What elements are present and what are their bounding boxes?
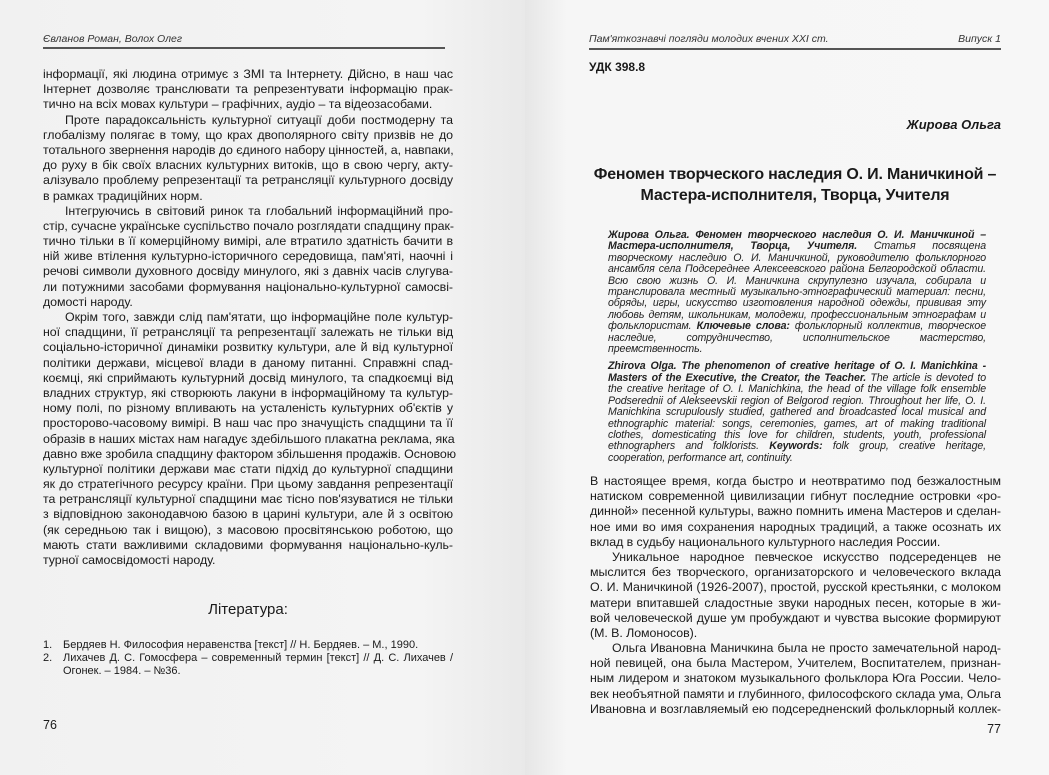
abstract-ru-text: Статья посвящена творческому наследию О. И. Маничкиной, руководителю фольклорного ансамбля села Подсереднее Алексеевского района Белгородской области. Всю свою жизнь О. И. Маничкина скрупулезно изучала, собирала и транслировала местный музыкально-этнографический материал: песни, обряды, игры, искусство изготовления народной одежды, прививая эту любовь детям, школьникам, молодежи, профессиональным этнографам и фольклористам. xyxy=(608,240,986,333)
text-line: образів в наших містах нам нагадує здебільшого плакатна реклама, яка xyxy=(43,431,455,446)
reference-list xyxy=(43,639,453,679)
text-line: Уникальное народное певческое искусство подсереденцев не xyxy=(612,549,1001,564)
literature-heading: Література: xyxy=(208,601,288,618)
running-head-journal: Пам'яткознавчі погляди молодих вчених XXI ст. xyxy=(589,33,829,45)
reference-text: Огонек. – 1984. – №36. xyxy=(63,665,181,678)
text-line: динной» песенной культуры, важно помнить имена Мастеров и сделан- xyxy=(590,504,1001,519)
body-text xyxy=(43,67,457,568)
reference-number: 2. xyxy=(43,652,53,665)
text-line: мыслится без творческого, организаторского и человеческого вклада xyxy=(590,565,1001,580)
text-line: ное ими во имя сохранения народных традиций, а также осознать их xyxy=(590,519,1001,534)
text-line: век необъятной памяти и глубинного, философского склада ума, Ольга xyxy=(590,686,1001,701)
reference-item xyxy=(43,652,453,678)
text-line: давно вже зробила спадщину фактором збільшення продажів. Основою xyxy=(43,446,457,461)
text-line: тично на всіх мовах культури – графічних, аудіо – та відеозасобами. xyxy=(43,97,433,112)
text-line: матери впитавшей сладостные звуки народных песен, которые в жи- xyxy=(590,595,1001,610)
text-line: політики держави, місцевої влади в даному питанні. Справжні спад- xyxy=(43,355,453,370)
reference-text: Лихачев Д. С. Гомосфера – современный термин [текст] // Д. С. Лихачев / xyxy=(63,652,453,665)
reference-item xyxy=(43,639,453,652)
header-rule xyxy=(43,47,445,49)
text-line: речові символи духовного досвіду минулого, які з давніх часів слугува- xyxy=(43,264,453,279)
keywords-en: folk group, creative heritage, cooperation, performance art, continuity. xyxy=(608,440,986,464)
header-rule xyxy=(589,48,1001,50)
text-line: вклад в судьбу национального культурного наследия России. xyxy=(590,534,941,549)
text-line: Інтегруючись в світовий ринок та глобальний інформаційний про- xyxy=(65,203,453,218)
text-line: та ретрансляції культурної спадщини має тісно пов'язуватися не тільки xyxy=(43,492,453,507)
text-line: домості народу. xyxy=(43,294,133,309)
abstract-ru-lead: Жирова Ольга. Феномен творческого наследия О. И. Маничкиной – Мастера-исполнителя, Творца, Учителя. xyxy=(608,229,986,253)
text-line: алізувало проблему репрезентації та ретрансляції культурного досвіду xyxy=(43,173,453,188)
text-line: Інтернет дозволяє транслювати та репрезентувати інформацію прак- xyxy=(43,82,453,97)
keywords-label-ru: Ключевые слова: xyxy=(696,320,790,333)
text-line: ной певицей, она была Мастером, Учителем, Воспитателем, признан- xyxy=(590,656,1001,671)
udk-code: УДК 398.8 xyxy=(589,60,646,74)
author-name: Жирова Ольга xyxy=(906,117,1001,132)
body-text xyxy=(590,474,1001,717)
reference-text: Бердяев Н. Философия неравенства [текст] // Н. Бердяев. – М., 1990. xyxy=(63,639,419,651)
text-line: В настоящее время, когда быстро и неотвратимо под безжалостным xyxy=(590,474,1001,488)
text-line: ної спадщини, її ретрансляції та репрезентації залежать не тільки від xyxy=(43,325,453,340)
title-line: Мастера-исполнителя, Творца, Учителя xyxy=(640,187,950,204)
text-line: (М. В. Ломоносов). xyxy=(590,625,698,640)
title-line: Феномен творческого наследия О. И. Маничкиной – xyxy=(593,166,997,183)
text-line: мають стати важливими складовими формування національно-куль- xyxy=(43,537,453,552)
text-line: Ольга Ивановна Маничкина была не просто замечательной народ- xyxy=(612,641,1001,656)
text-line: ній живе втілення культурно-історичного середовища, пам'яті, наочні і xyxy=(43,249,453,264)
page-number: 76 xyxy=(43,718,57,732)
abstract-en-lead: Zhirova Olga. The phenomenon of creative heritage of O. I. Manichkina - Masters of the Executive, the Creator, the Teacher. xyxy=(608,360,986,384)
text-line: (як середньою так і вищою), з масовою просвітянською роботою, що xyxy=(43,522,453,537)
text-line: Проте парадоксальність культурної ситуації доби постмодерну та xyxy=(65,112,453,127)
text-line: тотального звернення народів до єдиного набору цінностей, а, навпаки, xyxy=(43,142,454,157)
text-line: як до стратегічного ресурсу країни. При цьому завдання репрезентації xyxy=(43,477,453,492)
running-head: Євланов Роман, Волох Олег xyxy=(43,33,183,45)
text-line: соціально-історичної динаміки розвитку культури, але й від культурної xyxy=(43,340,453,355)
text-line: просторово-часовому вимірі. В наш час про значущість спадщини та її xyxy=(43,416,453,431)
text-line: вой человеческой душе ум пробуждают и чувства высокие формируют xyxy=(590,610,1001,625)
text-line: владних структур, які створюють лакуни в інформаційному та культур- xyxy=(43,385,453,400)
text-line: ному полі, по різному впливають на усталеність культурних об'єктів у xyxy=(43,401,453,416)
text-line: тично тільки в її комерційному вимірі, але втратило здатність бачити в xyxy=(43,234,453,249)
keywords-label-en: Keywords: xyxy=(769,440,823,453)
text-line: коємці, які сприймають культурний досвід минулого, та спадкоємці від xyxy=(43,370,453,385)
keywords-ru: фольклорный коллектив, творческое наследие, сотрудничество, исполнительское мастерство, преемственность. xyxy=(608,320,987,356)
text-line: ли потужними засобами формування національно-культурної самосві- xyxy=(43,279,453,294)
abstract-ru xyxy=(608,230,986,355)
text-line: стір, сучасне українське суспільство почало розглядати спадщину прак- xyxy=(43,218,454,233)
text-line: Окрім того, завжди слід пам'ятати, що інформаційне поле культур- xyxy=(65,310,453,324)
text-line: ным лидером и знатоком музыкального фольклора Юга России. Чело- xyxy=(590,671,1001,686)
text-line: натиском современной цивилизации гибнут последние островки «ро- xyxy=(590,489,1001,504)
running-head-issue: Випуск 1 xyxy=(958,33,1001,45)
text-line: турної самосвідомості народу. xyxy=(43,553,216,567)
text-line: О. И. Маничкиной (1926-2007), простой, русской крестьянки, с молоком xyxy=(590,580,1001,595)
text-line: інформації, які людина отримує з ЗМІ та Інтернету. Дійсно, в наш час xyxy=(43,67,453,81)
text-line: в рамках традиційних норм. xyxy=(43,188,203,203)
text-line: до руху в бік своїх власних культурних витоків, що в свою чергу, акту- xyxy=(43,158,453,173)
article-title xyxy=(569,164,1021,206)
text-line: Ивановна и возглавляемый ею подсередненский фольклорный коллек- xyxy=(590,701,1001,716)
reference-number: 1. xyxy=(43,639,53,651)
right-page xyxy=(525,0,1049,775)
abstract xyxy=(608,230,986,470)
page-number: 77 xyxy=(987,722,1001,736)
abstract-en-text: The article is devoted to the creative heritage of O. I. Manichkina, the head of the village folk ensemble Podserednii of Alekseevskii region of Belgorod region. Throughout her life, O. I. Manichkina scrupulously studied, gathered and broadcasted local musical and ethnographic material: songs, ceremonies, games, art of making traditional clothes, domesticating this love for children, students, youth, professional ethnographers and folklorists. xyxy=(608,371,986,453)
text-line: з відповідною законодавчою базою в царині культури, але й з освітою xyxy=(43,507,453,522)
text-line: культурної політики держави має стати підхід до культурної спадщини xyxy=(43,461,453,476)
abstract-en xyxy=(608,361,986,464)
text-line: глобалізму полягає в тому, що крах двополярного світу призвів не до xyxy=(43,127,453,142)
